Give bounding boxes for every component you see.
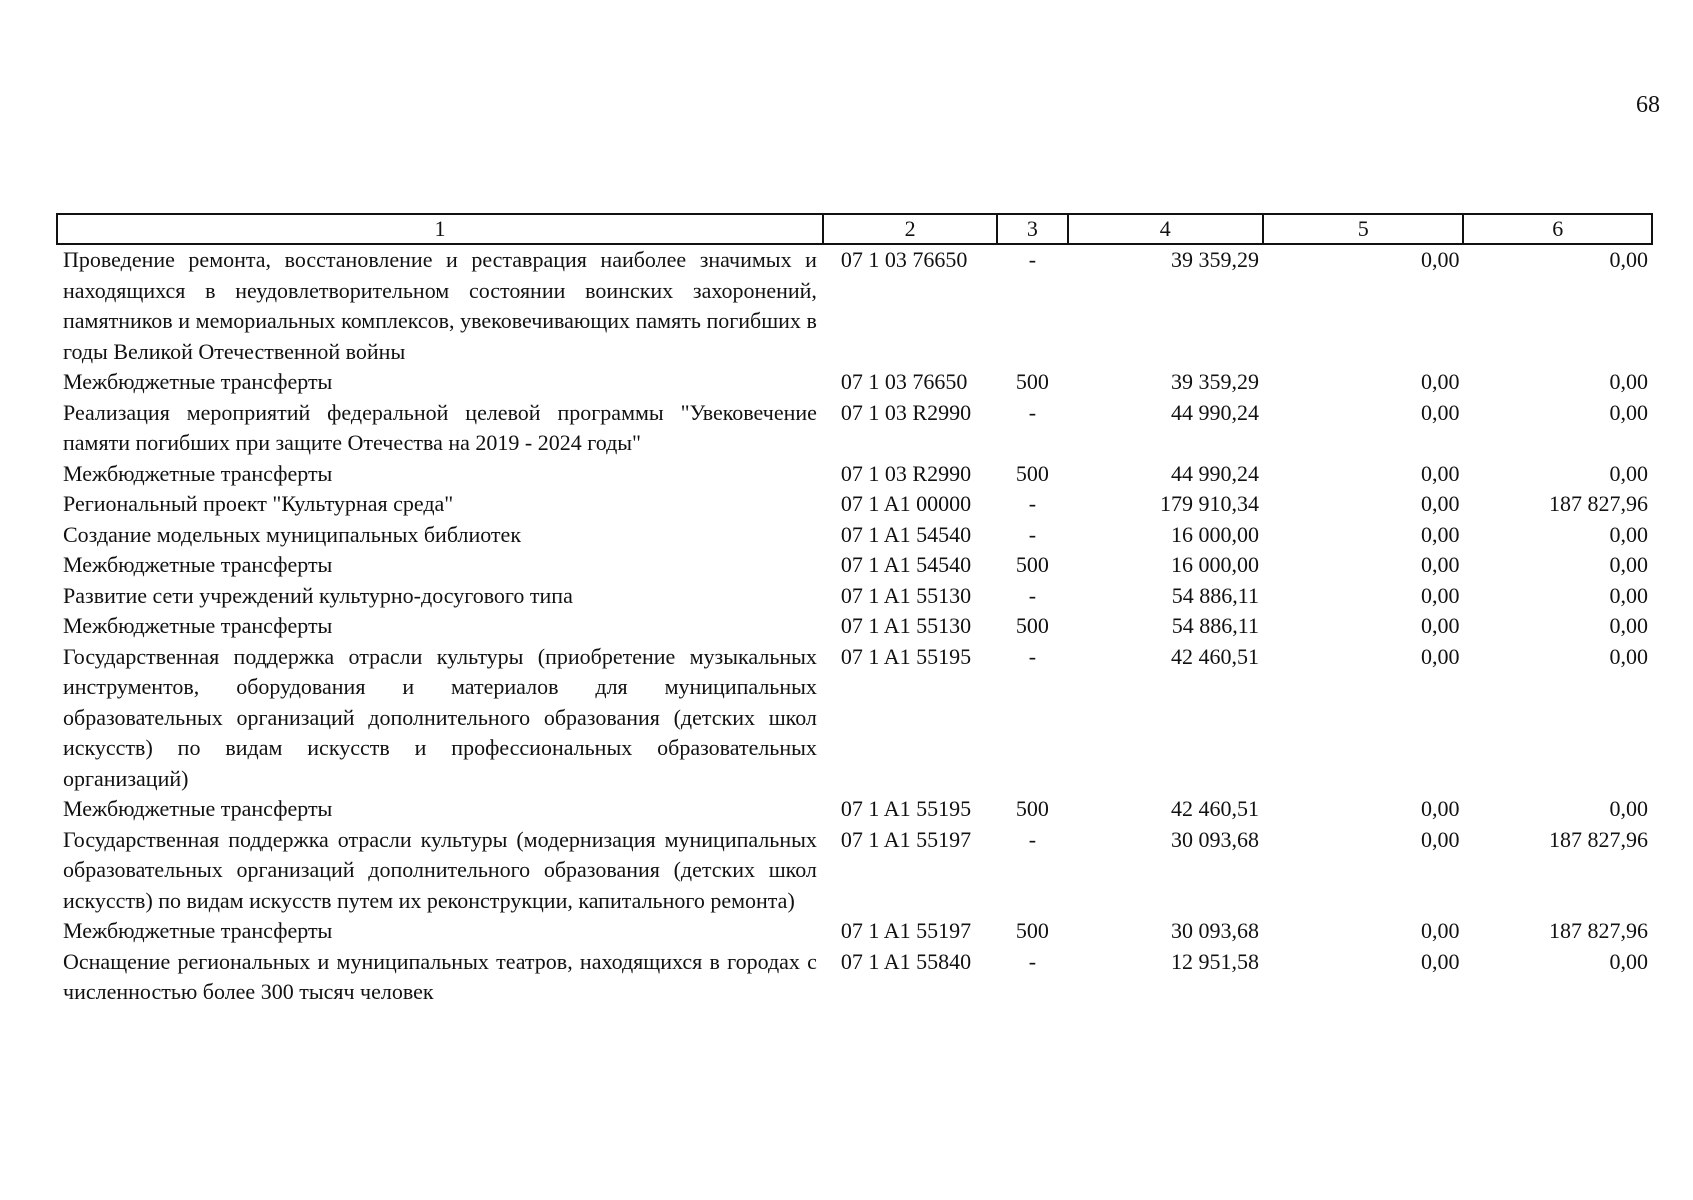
header-row: [57, 214, 1652, 244]
row-name: Проведение ремонта, восстановление и реставрация наиболее значимых и находящихся в неудовлетворительном состоянии воинских захоронений, памятников и мемориальных комплексов, увековечивающих память погибших в годы Великой Отечественной войны: [63, 247, 817, 364]
row-name: Создание модельных муниципальных библиотек: [63, 521, 522, 547]
row-value-6: 0,00: [1609, 643, 1648, 669]
row-type: -: [1028, 948, 1037, 974]
row-value-5: 0,00: [1420, 460, 1460, 486]
row-value-4: 42 460,51: [1170, 796, 1259, 821]
row-type: -: [1028, 399, 1037, 425]
column-header-2: 2: [823, 214, 997, 244]
row-value-4: 44 990,24: [1170, 399, 1259, 425]
table-row: [57, 459, 1652, 490]
table-body: [57, 244, 1652, 1008]
column-header-5: 5: [1263, 214, 1464, 244]
row-value-4: 44 990,24: [1170, 460, 1259, 486]
budget-table: [56, 213, 1653, 1008]
column-header-3: 3: [997, 214, 1067, 244]
row-value-5: 0,00: [1420, 521, 1460, 547]
row-name: Государственная поддержка отрасли культуры (модернизация муниципальных образовательных организаций дополнительного образования (детских школ искусств) по видам искусств путем их реконструкции, капитального ремонта): [63, 826, 817, 913]
row-code: 07 1 A1 55840: [840, 948, 972, 974]
row-code: 07 1 A1 55130: [840, 613, 972, 638]
row-type: -: [1028, 582, 1037, 608]
row-name: Межбюджетные трансферты: [63, 918, 333, 943]
row-type: -: [1028, 491, 1037, 516]
row-value-4: 12 951,58: [1170, 948, 1259, 974]
table-row: [57, 550, 1652, 581]
row-type: 500: [1015, 460, 1049, 486]
row-value-4: 16 000,00: [1170, 552, 1259, 577]
row-name: Государственная поддержка отрасли культуры (приобретение музыкальных инструментов, оборудования и материалов для муниципальных образовательных организаций дополнительного образования (детских школ искусств) по видам искусств и профессиональных образовательных организаций): [63, 643, 817, 791]
row-name: Оснащение региональных и муниципальных театров, находящихся в городах с численностью более 300 тысяч человек: [63, 948, 817, 1004]
row-type: 500: [1015, 918, 1049, 943]
row-value-6: 0,00: [1609, 552, 1648, 577]
row-value-4: 179 910,34: [1159, 491, 1259, 516]
row-name: Реализация мероприятий федеральной целевой программы "Увековечение памяти погибших при защите Отечества на 2019 - 2024 годы": [63, 399, 817, 455]
row-value-4: 42 460,51: [1170, 643, 1259, 669]
table-row: [57, 642, 1652, 795]
row-name: Межбюджетные трансферты: [63, 613, 333, 638]
row-code: 07 1 A1 55130: [840, 582, 972, 608]
row-value-5: 0,00: [1420, 643, 1460, 669]
row-value-4: 39 359,29: [1170, 369, 1259, 394]
row-value-5: 0,00: [1420, 796, 1460, 821]
row-name: Межбюджетные трансферты: [63, 796, 333, 821]
row-value-6: 187 827,96: [1549, 918, 1648, 943]
row-value-5: 0,00: [1420, 582, 1460, 608]
row-type: -: [1028, 826, 1037, 852]
row-code: 07 1 03 R2990: [840, 399, 972, 425]
row-value-5: 0,00: [1420, 247, 1460, 272]
column-header-6: 6: [1463, 214, 1652, 244]
row-code: 07 1 03 76650: [840, 369, 968, 394]
row-value-6: 0,00: [1609, 460, 1648, 486]
table-row: [57, 611, 1652, 642]
row-code: 07 1 03 R2990: [840, 460, 972, 486]
row-value-5: 0,00: [1420, 948, 1460, 974]
row-code: 07 1 A1 55197: [840, 826, 972, 852]
row-value-6: 187 827,96: [1549, 491, 1648, 516]
row-value-4: 30 093,68: [1170, 918, 1259, 943]
page-number: 68: [1636, 92, 1660, 118]
column-header-4: 4: [1068, 214, 1263, 244]
table-row: [57, 520, 1652, 551]
row-value-4: 16 000,00: [1170, 521, 1259, 547]
row-value-6: 187 827,96: [1549, 826, 1648, 852]
row-type: -: [1028, 247, 1037, 272]
table-row: [57, 489, 1652, 520]
table-header: [57, 214, 1652, 244]
row-code: 07 1 A1 00000: [840, 491, 972, 516]
row-code: 07 1 A1 55197: [840, 918, 972, 943]
row-value-5: 0,00: [1420, 826, 1460, 852]
row-value-5: 0,00: [1420, 552, 1460, 577]
row-value-6: 0,00: [1609, 369, 1648, 394]
row-code: 07 1 A1 54540: [840, 521, 972, 547]
row-type: 500: [1015, 613, 1049, 638]
row-value-5: 0,00: [1420, 918, 1460, 943]
row-code: 07 1 A1 55195: [840, 796, 972, 821]
row-type: 500: [1015, 796, 1049, 821]
row-code: 07 1 A1 54540: [840, 552, 972, 577]
row-value-4: 54 886,11: [1171, 582, 1259, 608]
table-row: [57, 825, 1652, 917]
table-row: [57, 367, 1652, 398]
table-row: [57, 244, 1652, 367]
row-code: 07 1 A1 55195: [840, 643, 972, 669]
row-value-5: 0,00: [1420, 613, 1460, 638]
table-row: [57, 794, 1652, 825]
table-row: [57, 398, 1652, 459]
row-value-4: 54 886,11: [1171, 613, 1259, 638]
row-value-6: 0,00: [1609, 948, 1648, 974]
row-type: 500: [1015, 369, 1049, 394]
table-row: [57, 947, 1652, 1008]
row-value-6: 0,00: [1609, 582, 1648, 608]
row-value-5: 0,00: [1420, 369, 1460, 394]
row-name: Межбюджетные трансферты: [63, 369, 333, 394]
row-type: -: [1028, 643, 1037, 669]
row-value-4: 30 093,68: [1170, 826, 1259, 852]
row-value-5: 0,00: [1420, 399, 1460, 425]
row-name: Межбюджетные трансферты: [63, 552, 333, 577]
row-code: 07 1 03 76650: [840, 247, 968, 272]
table-row: [57, 581, 1652, 612]
row-name: Межбюджетные трансферты: [63, 460, 333, 486]
row-value-6: 0,00: [1609, 613, 1648, 638]
table-row: [57, 916, 1652, 947]
row-value-6: 0,00: [1609, 247, 1648, 272]
row-value-4: 39 359,29: [1170, 247, 1259, 272]
row-value-6: 0,00: [1609, 796, 1648, 821]
row-type: -: [1028, 521, 1037, 547]
row-type: 500: [1015, 552, 1049, 577]
row-value-6: 0,00: [1609, 521, 1648, 547]
row-name: Развитие сети учреждений культурно-досугового типа: [63, 582, 573, 608]
row-value-6: 0,00: [1609, 399, 1648, 425]
row-value-5: 0,00: [1420, 491, 1460, 516]
row-name: Региональный проект "Культурная среда": [63, 491, 454, 516]
column-header-1: 1: [57, 214, 823, 244]
